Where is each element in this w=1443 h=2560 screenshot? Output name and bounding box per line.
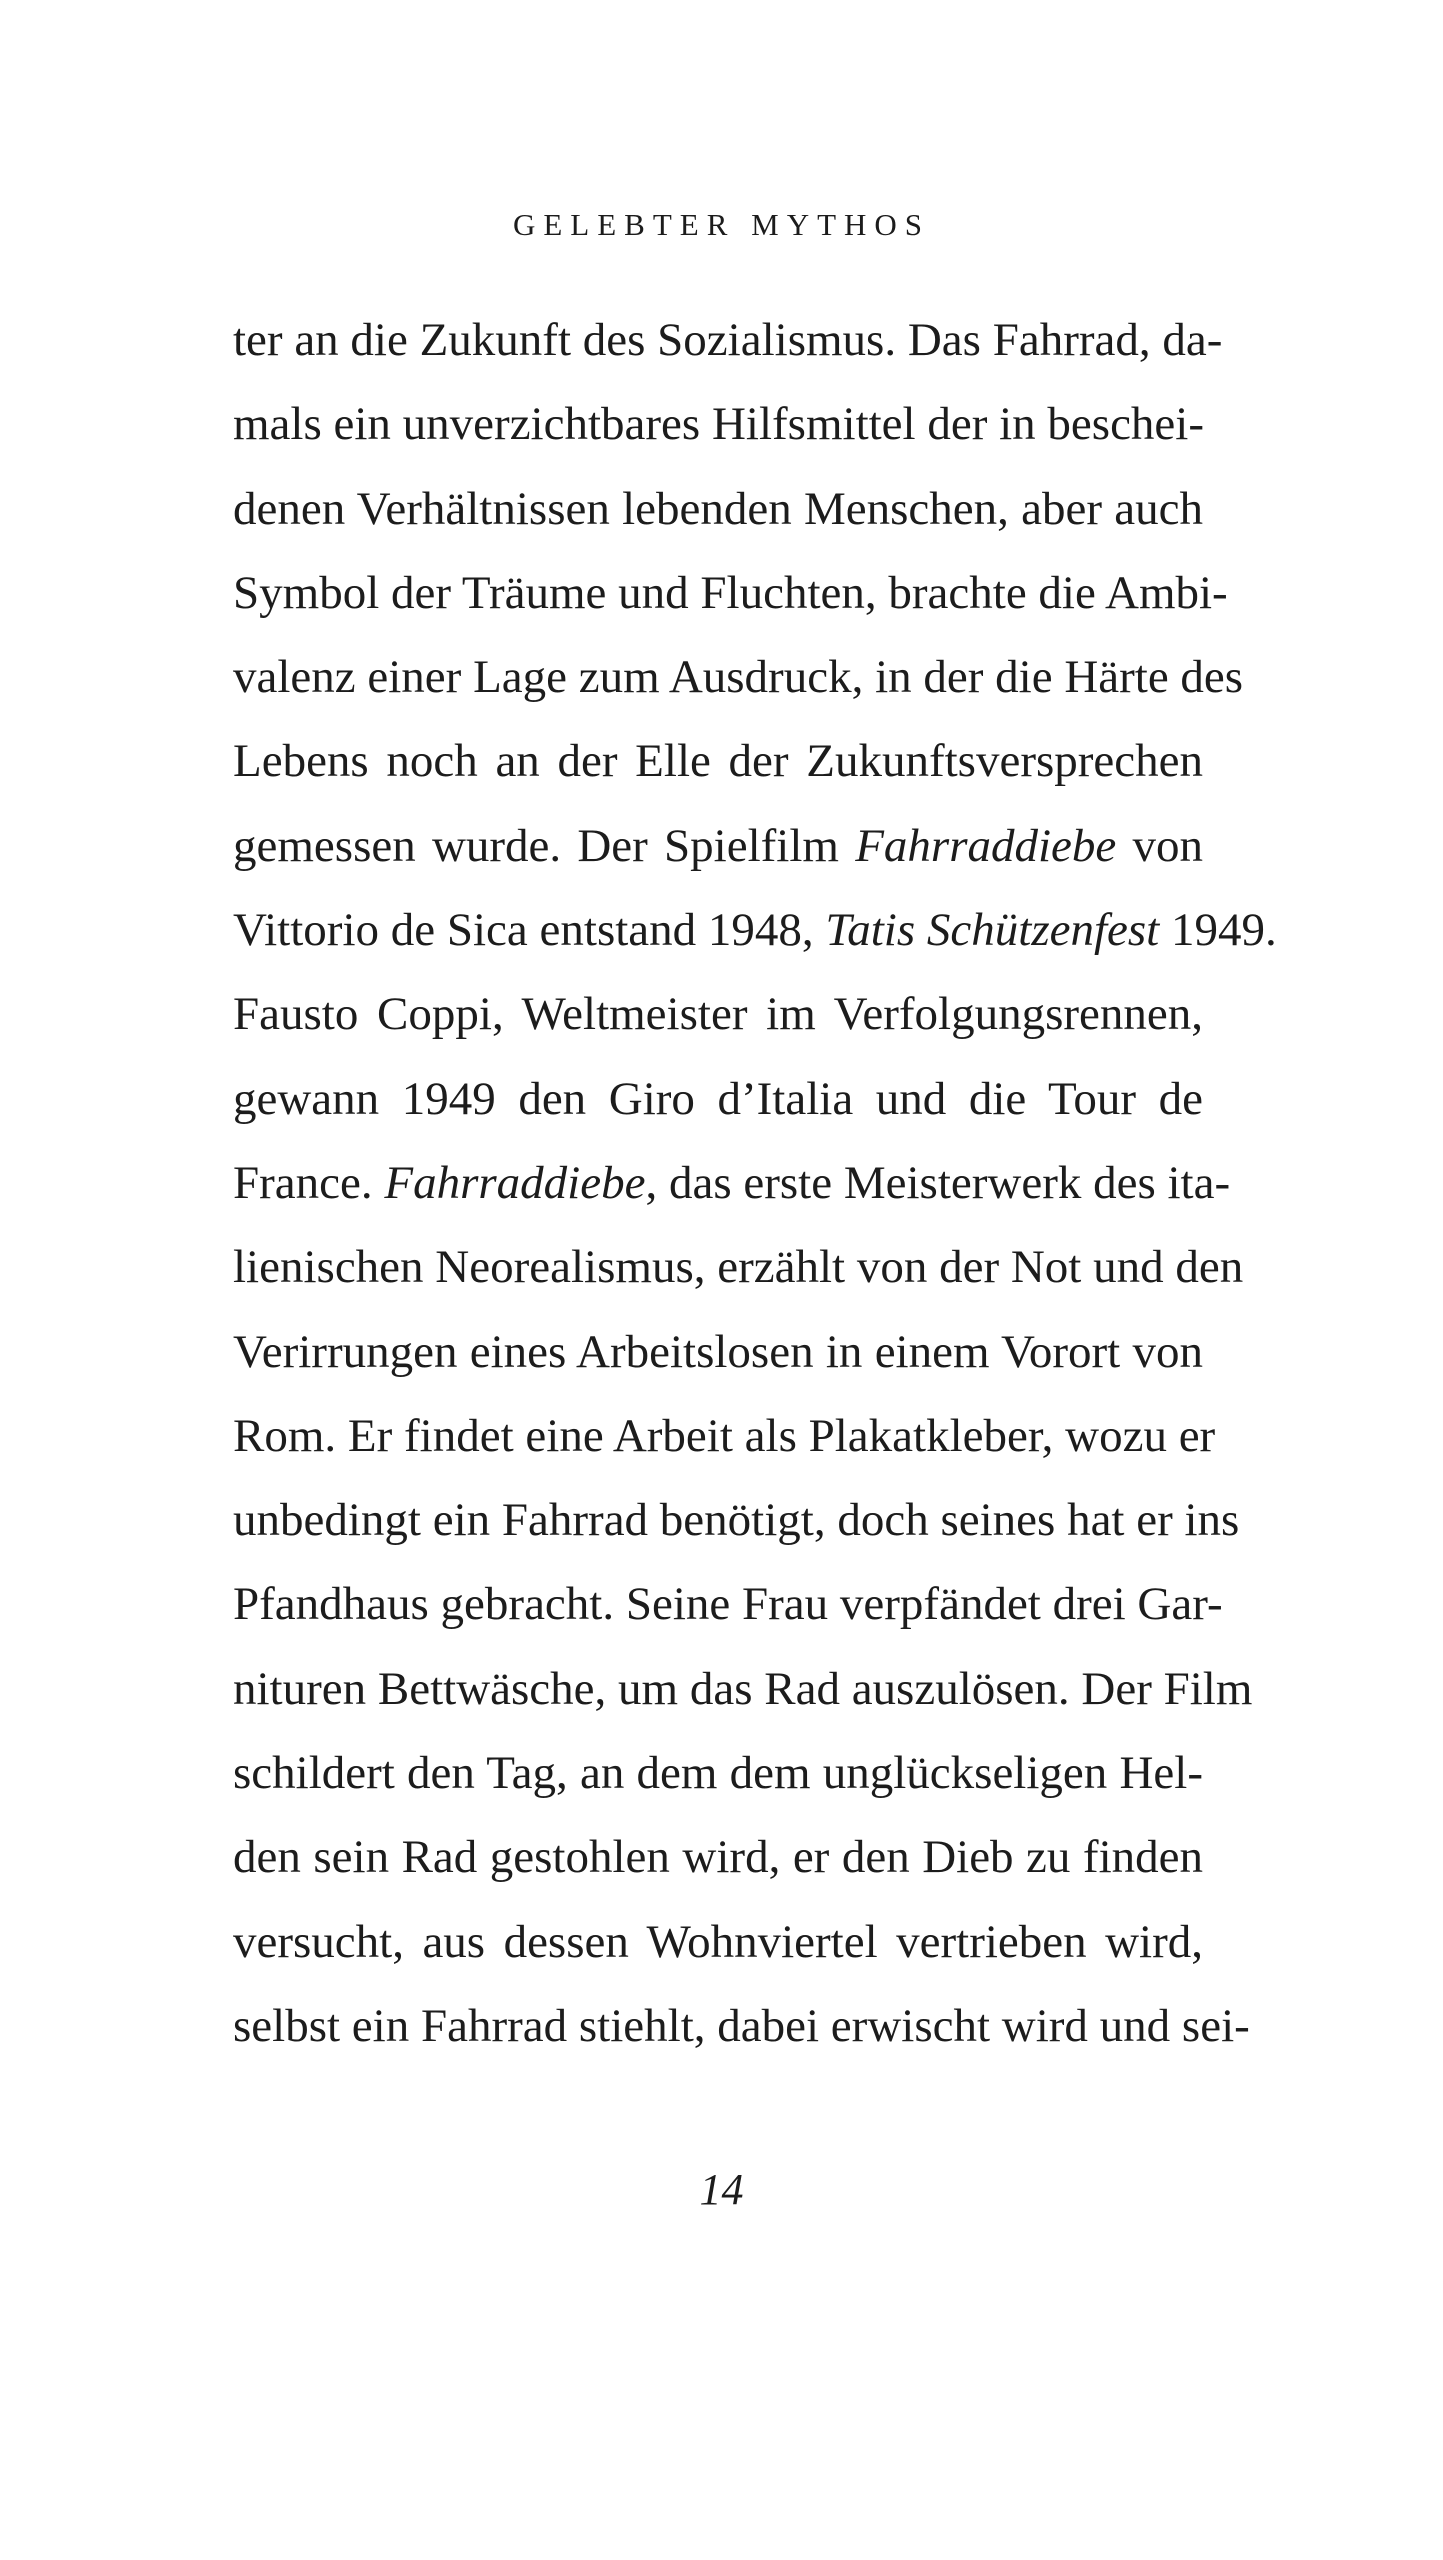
text-line bbox=[233, 972, 1203, 1056]
text-run: ter an die Zukunft des Sozialismus. Das Fahrrad, da- bbox=[233, 314, 1223, 366]
text-run: valenz einer Lage zum Ausdruck, in der die Härte des bbox=[233, 651, 1244, 704]
text-run: Symbol der Träume und Fluchten, brachte die Ambi- bbox=[233, 566, 1228, 619]
text-run: nituren Bettwäsche, um das Rad auszulösen. Der Film bbox=[233, 1662, 1253, 1715]
italic-title: Fahrraddiebe bbox=[384, 1156, 646, 1209]
text-run: 1949. bbox=[1159, 904, 1277, 957]
text-line bbox=[233, 1225, 1244, 1309]
body-text bbox=[233, 298, 1277, 2068]
page-number: 14 bbox=[699, 2165, 744, 2214]
text-line bbox=[233, 1310, 1203, 1394]
text-line bbox=[233, 1562, 1223, 1646]
text-line bbox=[233, 888, 1277, 972]
italic-title: Fahrraddiebe bbox=[855, 819, 1117, 872]
text-run: , das erste Meisterwerk des ita- bbox=[645, 1156, 1231, 1209]
text-line bbox=[233, 1478, 1240, 1562]
text-run: mals ein unverzichtbares Hilfsmittel der in beschei- bbox=[233, 398, 1205, 451]
text-run: Vittorio de Sica entstand 1948, bbox=[233, 904, 826, 957]
text-line bbox=[233, 467, 1203, 551]
text-run: Verirrungen eines Arbeitslosen in einem Vorort von bbox=[233, 1325, 1203, 1378]
text-line bbox=[233, 635, 1244, 719]
text-run: France. bbox=[233, 1156, 385, 1209]
text-line bbox=[233, 1141, 1231, 1225]
text-line bbox=[233, 382, 1203, 466]
text-run: versucht, aus dessen Wohnviertel vertrieben wird, bbox=[233, 1915, 1203, 1968]
text-run: Fausto Coppi, Weltmeister im Verfolgungsrennen, bbox=[233, 988, 1203, 1041]
text-line bbox=[233, 551, 1228, 635]
text-run: unbedingt ein Fahrrad benötigt, doch seines hat er ins bbox=[233, 1494, 1240, 1547]
text-run: lienischen Neorealismus, erzählt von der Not und den bbox=[233, 1241, 1244, 1294]
italic-title: Tatis Schützenfest bbox=[825, 904, 1160, 957]
text-line bbox=[233, 298, 1223, 382]
text-line bbox=[233, 1394, 1216, 1478]
text-run: gemessen wurde. Der Spielfilm bbox=[233, 819, 856, 872]
text-line bbox=[233, 1984, 1250, 2068]
text-line bbox=[233, 719, 1203, 803]
text-run: den sein Rad gestohlen wird, er den Dieb zu finden bbox=[233, 1831, 1203, 1884]
text-line bbox=[233, 1647, 1253, 1731]
text-run: denen Verhältnissen lebenden Menschen, aber auch bbox=[233, 482, 1203, 535]
running-head: GELEBTER MYTHOS bbox=[512, 207, 931, 242]
text-run: Pfandhaus gebracht. Seine Frau verpfändet drei Gar- bbox=[233, 1578, 1223, 1631]
text-line bbox=[233, 1731, 1203, 1815]
text-run: von bbox=[1116, 819, 1203, 872]
text-run: schildert den Tag, an dem dem unglückseligen Hel- bbox=[233, 1747, 1203, 1800]
text-line bbox=[233, 1900, 1203, 1984]
text-line bbox=[233, 1057, 1203, 1141]
text-line bbox=[233, 1815, 1203, 1899]
text-run: gewann 1949 den Giro d’Italia und die Tour de bbox=[233, 1072, 1203, 1125]
text-run: Lebens noch an der Elle der Zukunftsversprechen bbox=[233, 735, 1203, 788]
text-run: selbst ein Fahrrad stiehlt, dabei erwischt wird und sei- bbox=[233, 1999, 1250, 2052]
text-run: Rom. Er findet eine Arbeit als Plakatkleber, wozu er bbox=[233, 1409, 1216, 1462]
text-line bbox=[233, 804, 1203, 888]
